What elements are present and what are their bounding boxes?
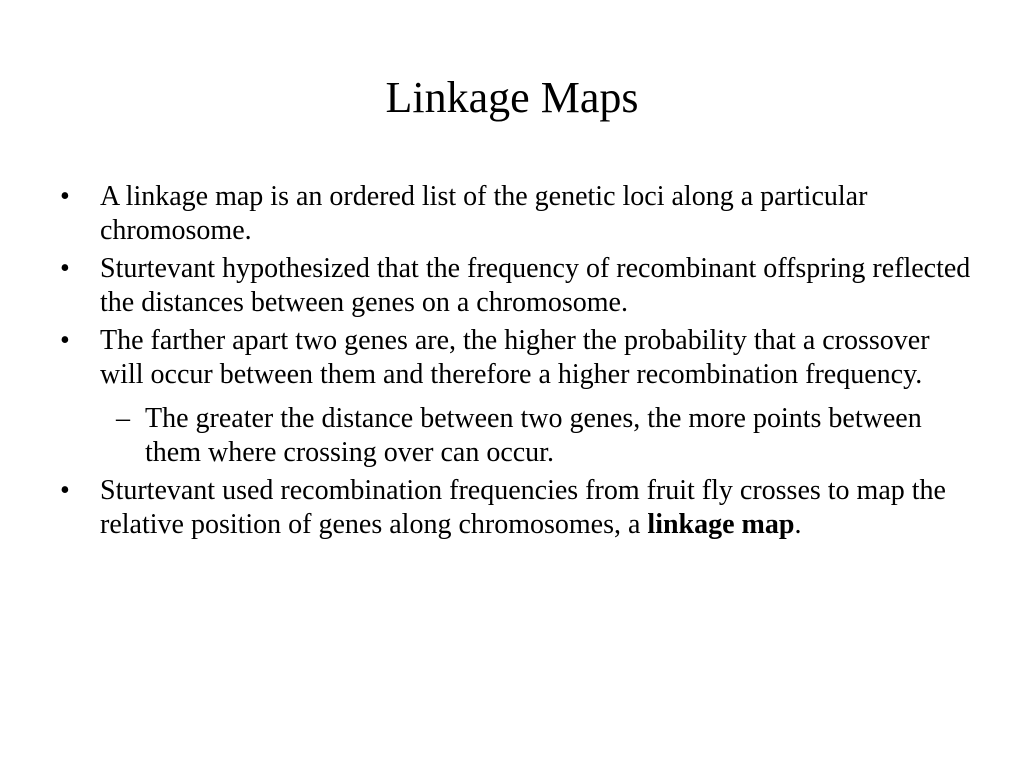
bullet-item	[56, 324, 976, 392]
bullet-list	[56, 180, 976, 546]
bullet-text-before: Sturtevant used recombination frequencies from fruit fly crosses to map the relative position of genes along chromosomes, a	[100, 475, 946, 540]
bullet-item	[56, 252, 976, 320]
bullet-marker: •	[60, 325, 70, 356]
bullet-item	[56, 474, 976, 542]
bullet-marker: •	[60, 475, 70, 506]
bullet-marker: •	[60, 181, 70, 212]
bullet-text	[100, 475, 946, 540]
bullet-text: The farther apart two genes are, the higher the probability that a crossover will occur between them and therefore a higher recombination frequency.	[100, 325, 930, 390]
bullet-text: A linkage map is an ordered list of the genetic loci along a particular chromosome.	[100, 181, 868, 246]
sub-bullet-text: The greater the distance between two genes, the more points between them where crossing over can occur.	[145, 403, 922, 468]
sub-bullet-item	[56, 402, 976, 470]
slide-title: Linkage Maps	[385, 73, 639, 122]
bullet-item	[56, 180, 976, 248]
dash-marker: –	[116, 403, 130, 434]
bullet-marker: •	[60, 253, 70, 284]
bullet-text-after: .	[794, 509, 802, 540]
bold-term-linkage-map: linkage map	[647, 509, 795, 540]
bullet-text: Sturtevant hypothesized that the frequency of recombinant offspring reflected the distances between genes on a chromosome.	[100, 253, 971, 318]
